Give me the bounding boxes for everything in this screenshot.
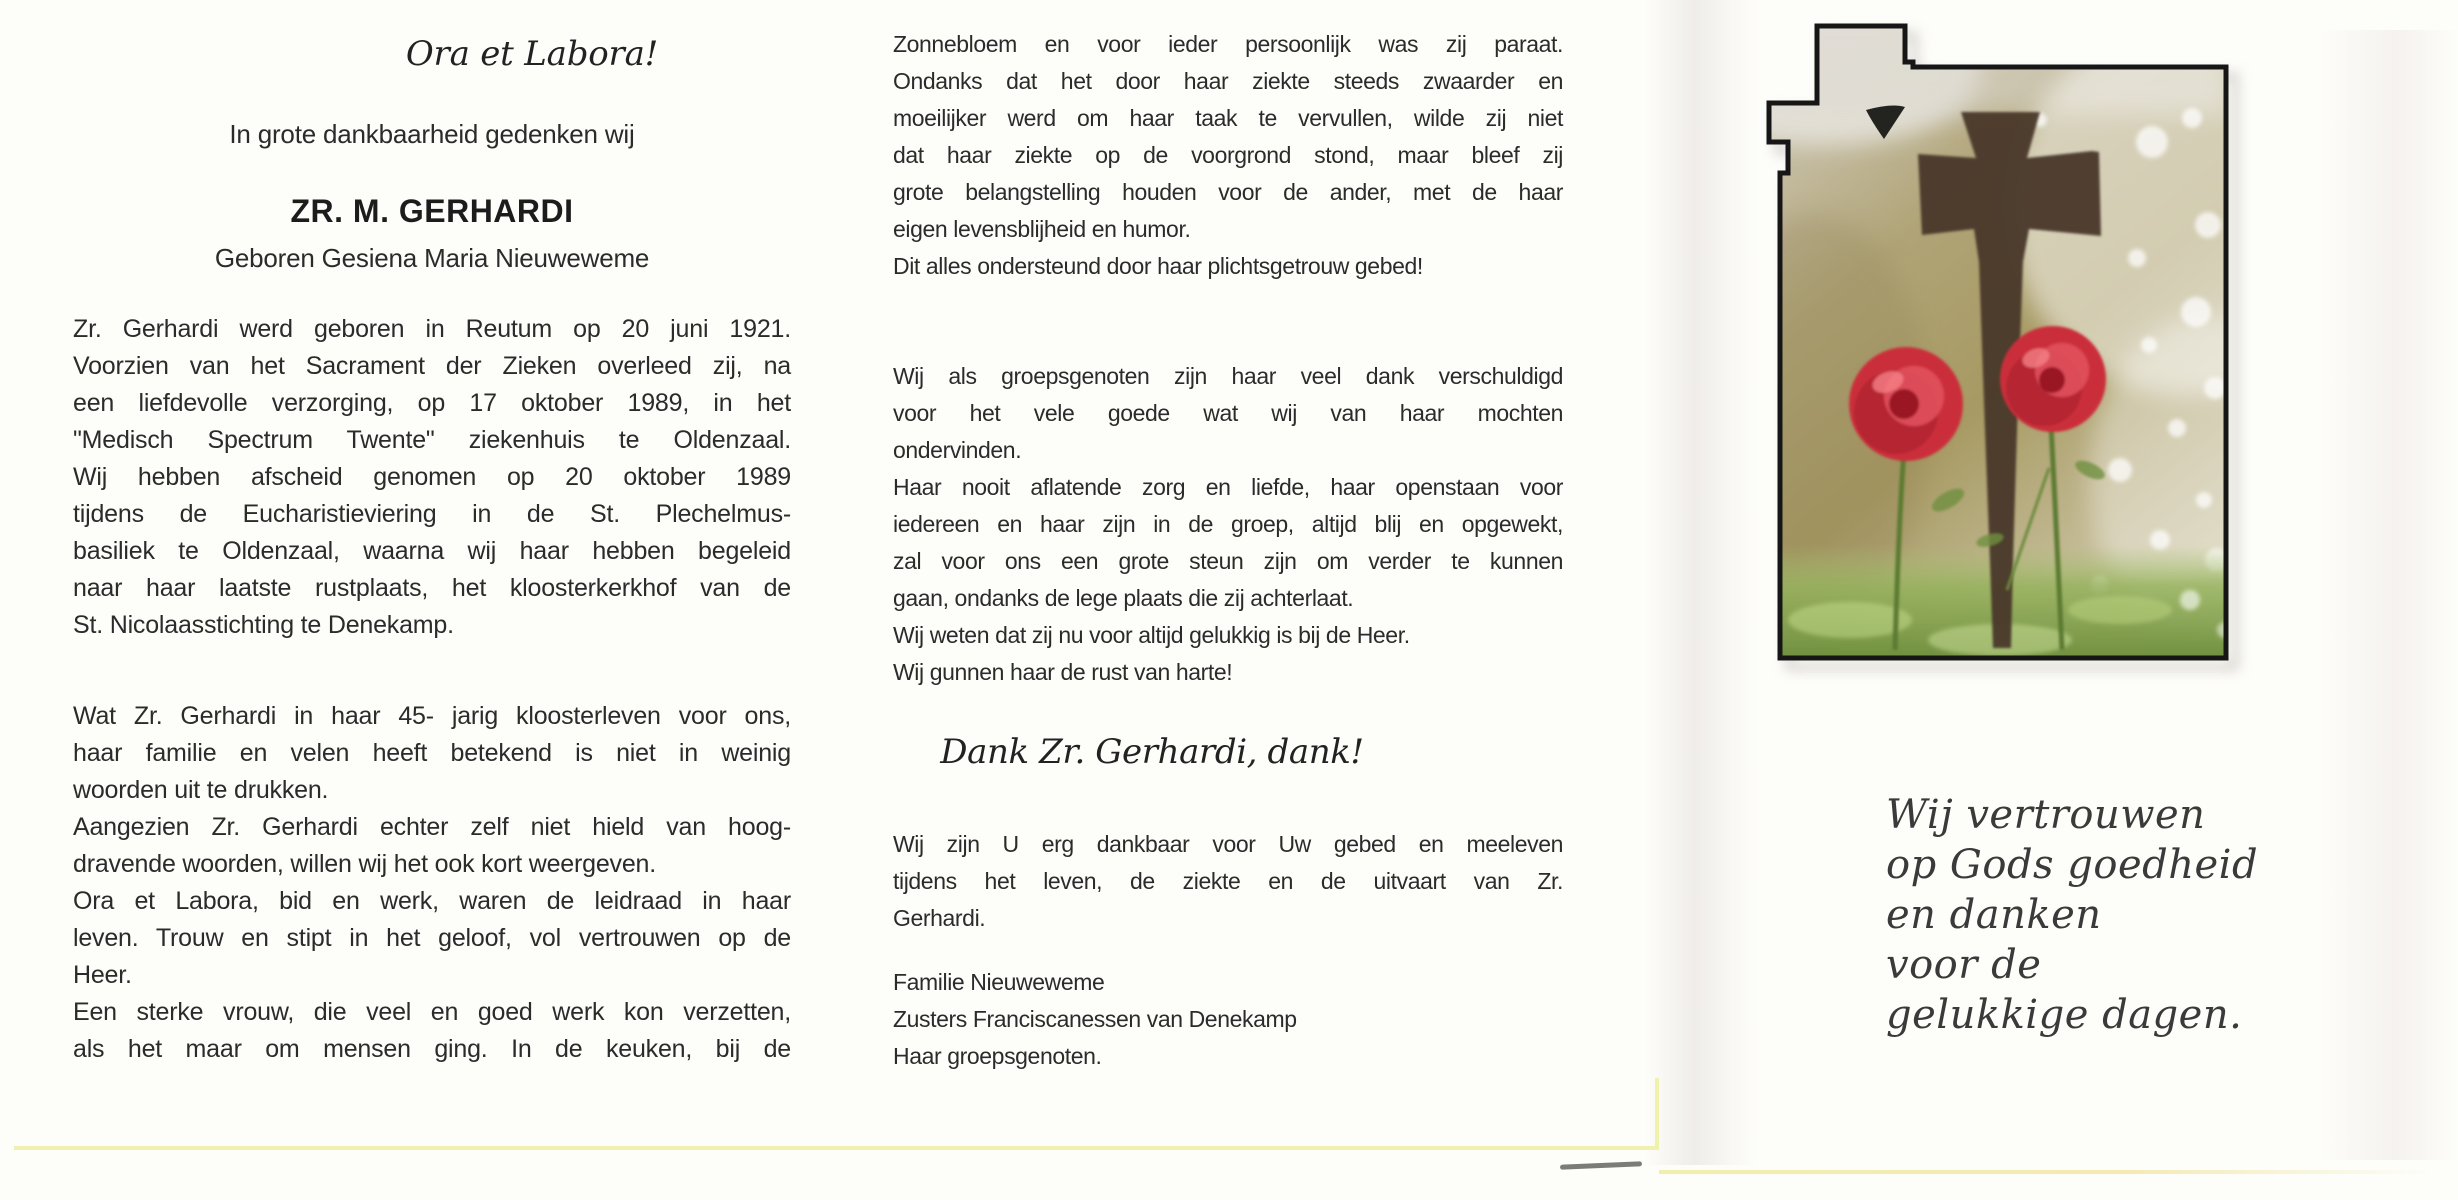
paragraph — [893, 248, 1563, 285]
text-line: Wij als groepsgenoten zijn haar veel dank verschuldigd — [893, 363, 1563, 389]
text-line: voor het vele goede wat wij van haar mochten — [893, 400, 1563, 426]
cross-roses-photo — [1740, 0, 2360, 720]
rose-left — [1849, 347, 1963, 461]
signature-block — [893, 964, 1563, 1075]
motto-header: Ora et Labora! — [405, 34, 659, 74]
text-line: Zr. Gerhardi werd geboren in Reutum op 20 juni 1921. — [73, 315, 791, 343]
text-line: Heer. — [73, 961, 132, 989]
acknowledgement-text — [893, 826, 1563, 937]
text-line: op Gods goedheid — [1886, 842, 2259, 888]
text-line: Wij weten dat zij nu voor altijd gelukkig is bij de Heer. — [893, 622, 1410, 648]
text-line: als het maar om mensen ging. In de keuken, bij de — [73, 1035, 791, 1063]
text-line: eigen levensblijheid en humor. — [893, 216, 1191, 242]
text-line: Wat Zr. Gerhardi in haar 45- jarig kloosterleven voor ons, — [73, 702, 791, 730]
text-line: grote belangstelling houden voor de ander, met de haar — [893, 179, 1563, 205]
tribute-text-mid — [893, 358, 1563, 691]
photo-content — [1740, 0, 2360, 662]
tribute-text-top — [893, 26, 1563, 285]
text-line: St. Nicolaasstichting te Denekamp. — [73, 611, 454, 639]
paragraph — [893, 826, 1563, 937]
text-line: woorden uit te drukken. — [73, 776, 329, 804]
paragraph — [893, 617, 1563, 654]
text-line: Dit alles ondersteund door haar plichtsgetrouw gebed! — [893, 253, 1423, 279]
text-line: Wij zijn U erg dankbaar voor Uw gebed en meeleven — [893, 831, 1563, 857]
birth-name-line: Geboren Gesiena Maria Nieuweweme — [214, 243, 650, 273]
text-line: basiliek te Oldenzaal, waarna wij haar hebben begeleid — [73, 537, 791, 565]
card-edge-line-vertical — [1655, 1078, 1659, 1150]
middle-panel — [893, 0, 1563, 1200]
text-line: naar haar laatste rustplaats, het kloosterkerkhof van de — [73, 574, 791, 602]
card-edge-line-right — [1659, 1170, 2434, 1174]
text-line: tijdens de Eucharistieviering in de St. Plechelmus- — [73, 500, 791, 528]
text-line: dat haar ziekte op de voorgrond stond, maar bleef zij — [893, 142, 1563, 168]
text-line: gaan, ondanks de lege plaats die zij achterlaat. — [893, 585, 1354, 611]
paragraph — [73, 311, 791, 644]
text-line: Ora et Labora, bid en werk, waren de leidraad in haar — [73, 887, 791, 915]
text-line: tijdens het leven, de ziekte en de uitvaart van Zr. — [893, 868, 1563, 894]
text-line: dravende woorden, willen wij het ook kort weergeven. — [73, 850, 656, 878]
intro-line: In grote dankbaarheid gedenken wij — [229, 119, 635, 149]
text-line: Haar nooit aflatende zorg en liefde, haar openstaan voor — [893, 474, 1563, 500]
paragraph — [73, 809, 791, 883]
text-line: "Medisch Spectrum Twente" ziekenhuis te Oldenzaal. — [73, 426, 791, 454]
text-line: Ondanks dat het door haar ziekte steeds zwaarder en — [893, 68, 1563, 94]
text-line: Wij hebben afscheid genomen op 20 oktober 1989 — [73, 463, 791, 491]
text-line: voor de — [1886, 942, 2042, 988]
paragraph — [893, 26, 1563, 248]
text-line: Familie Nieuweweme — [893, 969, 1105, 995]
text-line: leven. Trouw en stipt in het geloof, vol vertrouwen op de — [73, 924, 791, 952]
text-line: Gerhardi. — [893, 905, 986, 931]
left-panel — [73, 0, 791, 1200]
rose-right — [2000, 326, 2106, 432]
thanks-script-line: Dank Zr. Gerhardi, dank! — [940, 732, 1364, 772]
text-line: Voorzien van het Sacrament der Zieken overleed zij, na — [73, 352, 791, 380]
text-line: Aangezien Zr. Gerhardi echter zelf niet hield van hoog- — [73, 813, 791, 841]
text-line: ondervinden. — [893, 437, 1022, 463]
text-line: en danken — [1886, 892, 2102, 938]
text-line: Haar groepsgenoten. — [893, 1043, 1102, 1069]
text-line: iedereen en haar zijn in de groep, altijd blij en opgewekt, — [893, 511, 1563, 537]
paragraph — [73, 883, 791, 994]
text-line: een liefdevolle verzorging, op 17 oktober 1989, in het — [73, 389, 791, 417]
paragraph — [893, 358, 1563, 469]
text-line: Wij vertrouwen — [1886, 792, 2206, 838]
text-line: Zonnebloem en voor ieder persoonlijk was zij paraat. — [893, 31, 1563, 57]
verse-text — [1886, 790, 2426, 1040]
text-line: haar familie en velen heeft betekend is niet in weinig — [73, 739, 791, 767]
scan-artifact-mark — [1560, 1161, 1642, 1170]
text-line: gelukkige dagen. — [1886, 992, 2243, 1038]
paragraph — [893, 469, 1563, 617]
text-line: moeilijker werd om haar taak te vervullen, wilde zij niet — [893, 105, 1563, 131]
text-line: Wij gunnen haar de rust van harte! — [893, 659, 1233, 685]
card-edge-line-left — [14, 1146, 1657, 1150]
text-line: Een sterke vrouw, die veel en goed werk kon verzetten, — [73, 998, 791, 1026]
text-line: Zusters Franciscanessen van Denekamp — [893, 1006, 1297, 1032]
paragraph — [73, 698, 791, 809]
paragraph — [73, 994, 791, 1068]
text-line: zal voor ons een grote steun zijn om verder te kunnen — [893, 548, 1563, 574]
biography-text — [73, 311, 791, 1068]
deceased-name: ZR. M. GERHARDI — [290, 193, 574, 229]
paragraph — [893, 654, 1563, 691]
